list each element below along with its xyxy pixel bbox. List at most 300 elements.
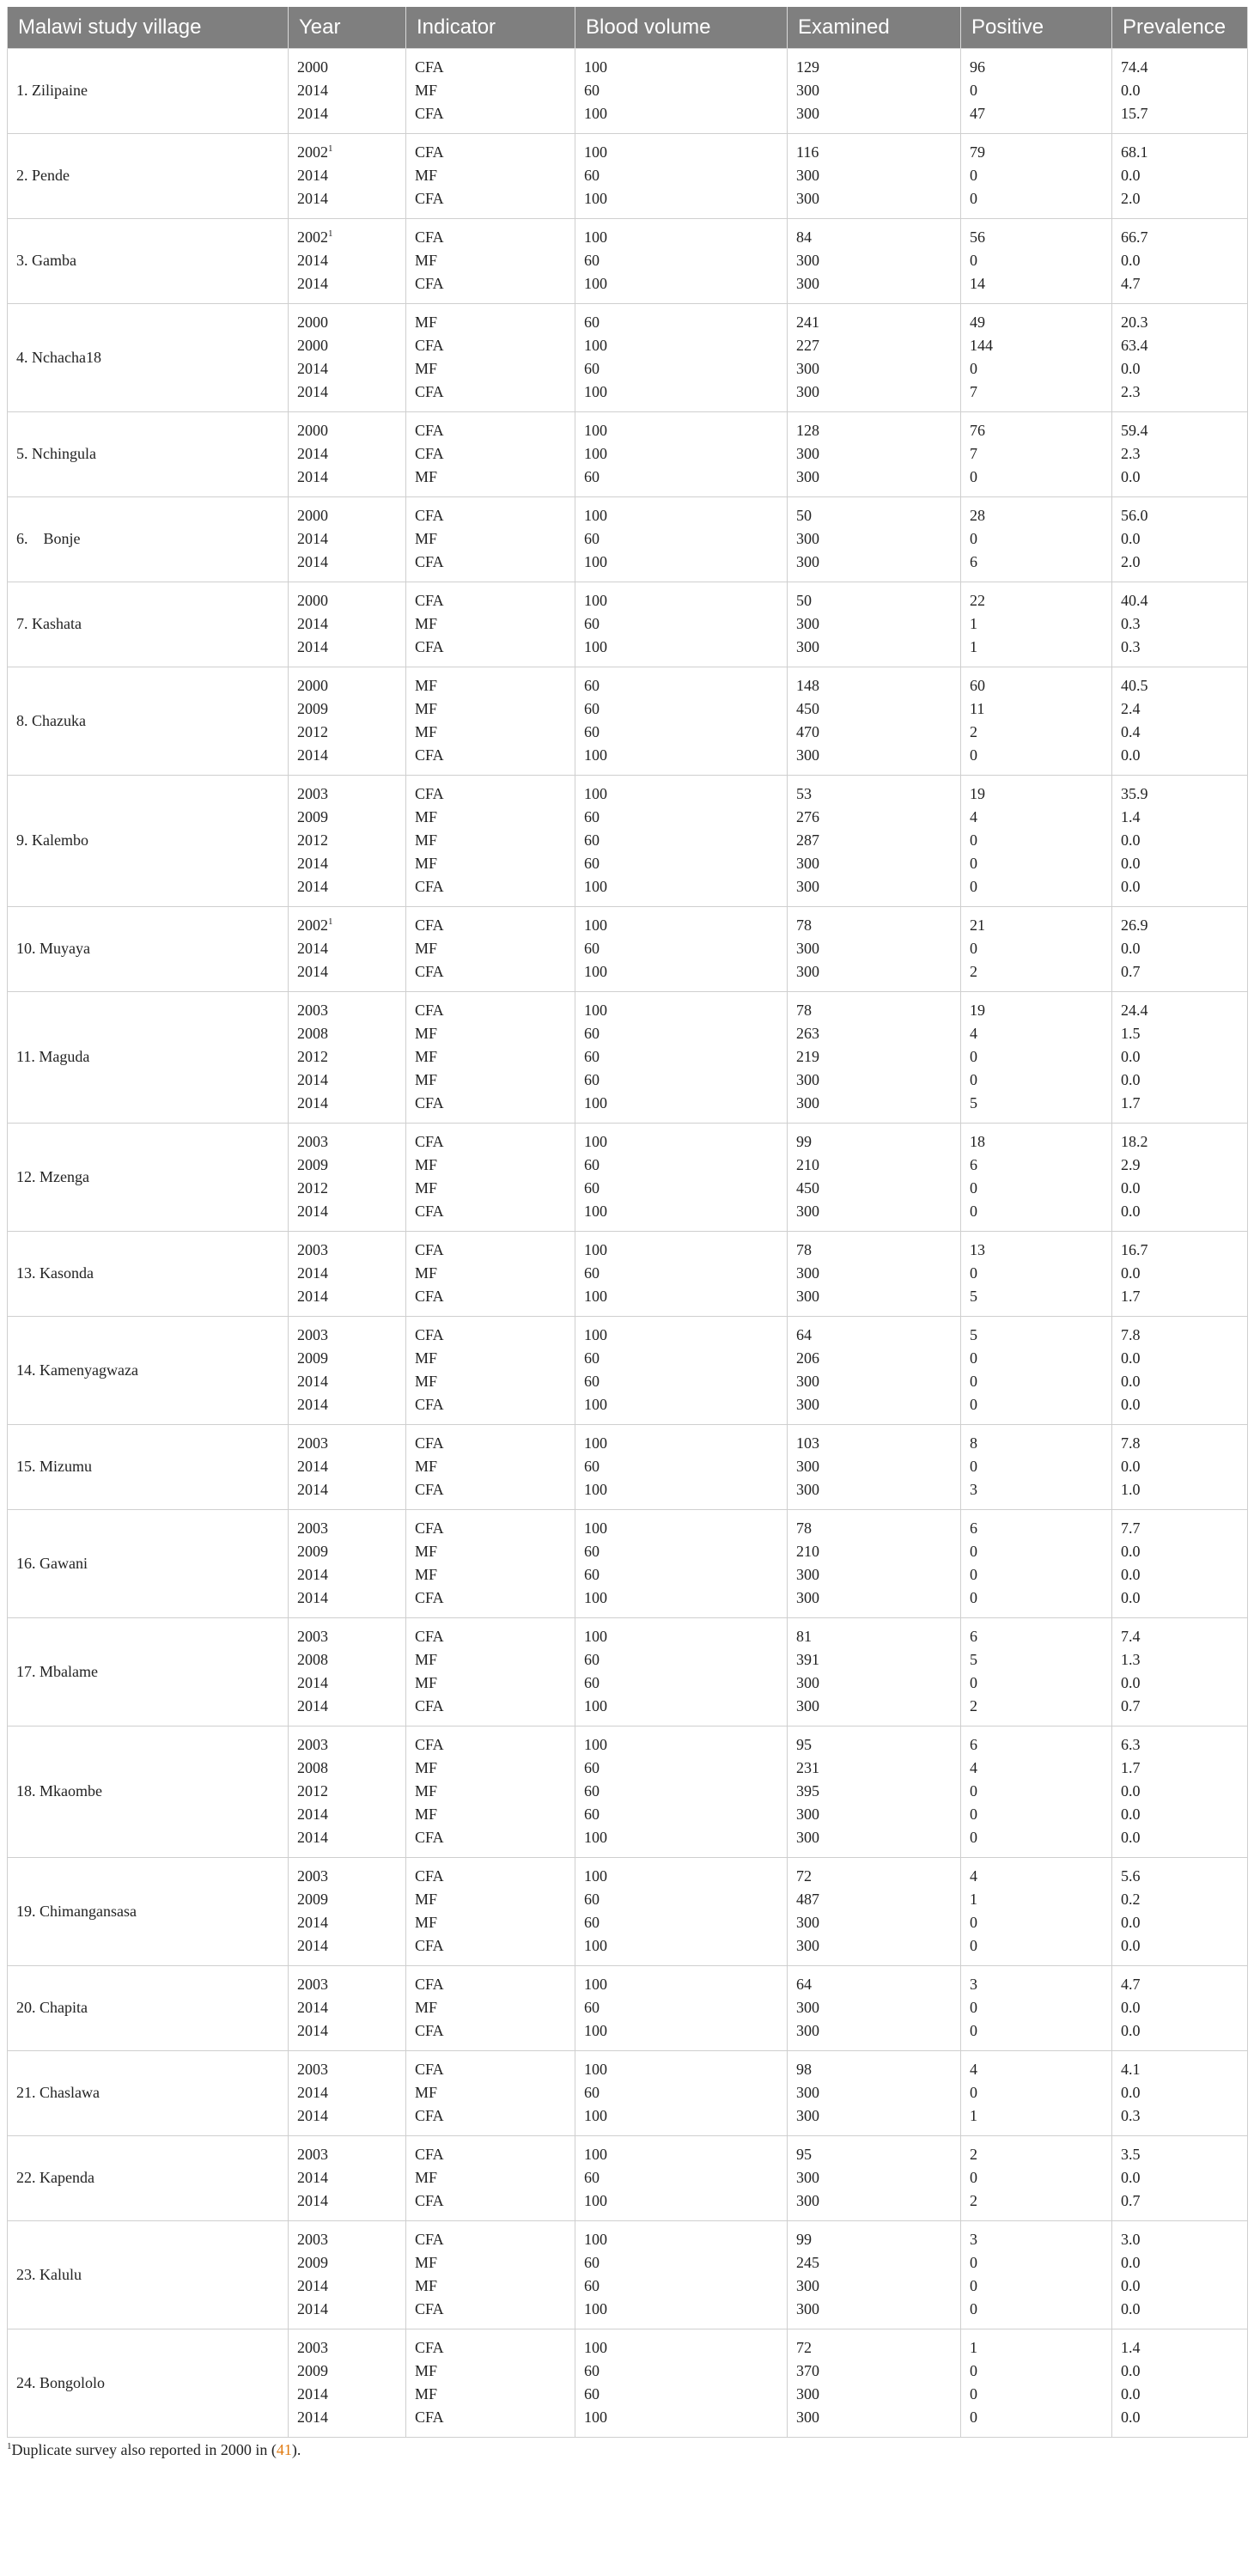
positive-value	[970, 1069, 1103, 1092]
prevalence-text: 1.0	[1121, 1481, 1141, 1498]
year-text: 2003	[297, 1867, 328, 1885]
positive-text: 5	[970, 1651, 977, 1668]
year-cell	[289, 1726, 406, 1858]
indicator-cell	[406, 1618, 575, 1726]
blood-volume-text: 60	[584, 940, 600, 957]
indicator-text: CFA	[415, 1519, 444, 1537]
year-text: 2014	[297, 1829, 328, 1846]
blood-volume-value	[584, 79, 778, 102]
examined-text: 300	[796, 1458, 819, 1475]
year-value	[297, 1239, 397, 1262]
prevalence-value	[1121, 551, 1239, 574]
prevalence-text: 0.4	[1121, 723, 1141, 740]
year-text: 2003	[297, 1736, 328, 1753]
positive-text: 76	[970, 422, 985, 439]
village-name: 19. Chimangansasa	[8, 1858, 289, 1966]
col-header-indicator: Indicator	[406, 7, 575, 49]
blood-volume-text: 60	[584, 808, 600, 825]
positive-text: 0	[970, 1999, 977, 2016]
examined-text: 300	[796, 1589, 819, 1606]
positive-value	[970, 527, 1103, 551]
blood-volume-value	[584, 551, 778, 574]
village-name: 2. Pende	[8, 134, 289, 219]
year-text: 2014	[297, 2277, 328, 2294]
blood-volume-text: 60	[584, 82, 600, 99]
examined-text: 64	[796, 1976, 812, 1993]
positive-value	[970, 2189, 1103, 2213]
positive-text: 19	[970, 1002, 985, 1019]
indicator-text: MF	[415, 677, 438, 694]
prevalence-text: 0.3	[1121, 638, 1141, 655]
year-text: 2014	[297, 2107, 328, 2124]
year-value	[297, 1285, 397, 1308]
positive-text: 1	[970, 2339, 977, 2356]
prevalence-cell	[1112, 1425, 1248, 1510]
year-cell	[289, 582, 406, 667]
positive-value	[970, 141, 1103, 164]
prevalence-value	[1121, 1177, 1239, 1200]
examined-value	[796, 311, 952, 334]
examined-value	[796, 1695, 952, 1718]
prevalence-value	[1121, 442, 1239, 466]
examined-cell	[788, 992, 961, 1124]
positive-text: 19	[970, 785, 985, 802]
indicator-text: MF	[415, 1782, 438, 1800]
indicator-text: MF	[415, 1458, 438, 1475]
year-value	[297, 334, 397, 357]
examined-value	[796, 357, 952, 381]
village-name: 23. Kalulu	[8, 2221, 289, 2329]
indicator-value	[415, 442, 566, 466]
positive-text: 14	[970, 275, 985, 292]
blood-volume-value	[584, 357, 778, 381]
prevalence-cell	[1112, 1966, 1248, 2051]
prevalence-text: 0.0	[1121, 1203, 1141, 1220]
examined-value	[796, 1888, 952, 1911]
examined-text: 300	[796, 1373, 819, 1390]
prevalence-value	[1121, 1672, 1239, 1695]
positive-value	[970, 249, 1103, 272]
positive-text: 6	[970, 1736, 977, 1753]
prevalence-text: 7.4	[1121, 1628, 1141, 1645]
prevalence-value	[1121, 2360, 1239, 2383]
positive-text: 6	[970, 1628, 977, 1645]
prevalence-value	[1121, 1625, 1239, 1648]
blood-volume-value	[584, 1324, 778, 1347]
positive-text: 0	[970, 2084, 977, 2101]
prevalence-cell	[1112, 2051, 1248, 2136]
indicator-cell	[406, 412, 575, 497]
year-text: 2014	[297, 1937, 328, 1954]
positive-value	[970, 1540, 1103, 1563]
indicator-value	[415, 2019, 566, 2043]
prevalence-cell	[1112, 992, 1248, 1124]
blood-volume-value	[584, 1911, 778, 1934]
positive-cell	[961, 776, 1112, 907]
examined-text: 128	[796, 422, 819, 439]
blood-volume-value	[584, 1888, 778, 1911]
indicator-text: MF	[415, 468, 438, 485]
examined-value	[796, 1780, 952, 1803]
blood-volume-value	[584, 1563, 778, 1586]
examined-cell	[788, 1510, 961, 1618]
positive-text: 4	[970, 808, 977, 825]
prevalence-value	[1121, 1262, 1239, 1285]
blood-volume-value	[584, 504, 778, 527]
positive-value	[970, 1780, 1103, 1803]
col-header-year: Year	[289, 7, 406, 49]
indicator-value	[415, 1586, 566, 1610]
examined-text: 300	[796, 468, 819, 485]
year-value	[297, 226, 397, 249]
examined-text: 470	[796, 723, 819, 740]
year-value	[297, 1455, 397, 1478]
positive-text: 2	[970, 723, 977, 740]
year-value	[297, 1478, 397, 1501]
year-value	[297, 2406, 397, 2429]
prevalence-text: 0.3	[1121, 615, 1141, 632]
examined-text: 95	[796, 2146, 812, 2163]
prevalence-text: 2.3	[1121, 445, 1141, 462]
indicator-value	[415, 1262, 566, 1285]
blood-volume-text: 100	[584, 507, 607, 524]
examined-value	[796, 636, 952, 659]
examined-text: 53	[796, 785, 812, 802]
year-value	[297, 852, 397, 875]
table-body	[8, 49, 1248, 2438]
examined-value	[796, 937, 952, 960]
year-text: 2014	[297, 1458, 328, 1475]
indicator-value	[415, 1888, 566, 1911]
indicator-text: CFA	[415, 878, 444, 895]
year-text: 2012	[297, 1179, 328, 1197]
examined-value	[796, 141, 952, 164]
prevalence-value	[1121, 636, 1239, 659]
examined-value	[796, 102, 952, 125]
positive-value	[970, 2228, 1103, 2251]
indicator-text: CFA	[415, 2409, 444, 2426]
indicator-cell	[406, 2221, 575, 2329]
table-row	[8, 1317, 1248, 1425]
examined-value	[796, 589, 952, 612]
indicator-text: CFA	[415, 1326, 444, 1343]
year-text: 2003	[297, 1628, 328, 1645]
blood-volume-value	[584, 272, 778, 295]
prevalence-value	[1121, 674, 1239, 697]
prevalence-value	[1121, 1069, 1239, 1092]
year-text: 2003	[297, 2339, 328, 2356]
positive-text: 0	[970, 940, 977, 957]
blood-volume-value	[584, 466, 778, 489]
year-value	[297, 960, 397, 984]
indicator-text: MF	[415, 700, 438, 717]
blood-volume-value	[584, 589, 778, 612]
examined-text: 84	[796, 228, 812, 246]
blood-volume-value	[584, 56, 778, 79]
year-text: 2003	[297, 2146, 328, 2163]
year-text: 2014	[297, 553, 328, 570]
year-value	[297, 1347, 397, 1370]
indicator-value	[415, 806, 566, 829]
positive-text: 0	[970, 2409, 977, 2426]
positive-value	[970, 311, 1103, 334]
positive-value	[970, 2406, 1103, 2429]
year-value	[297, 466, 397, 489]
prevalence-text: 0.0	[1121, 2277, 1141, 2294]
footnote-superscript: 1	[328, 143, 333, 154]
year-text: 2009	[297, 808, 328, 825]
blood-volume-cell	[575, 2221, 788, 2329]
examined-text: 300	[796, 1071, 819, 1088]
blood-volume-cell	[575, 776, 788, 907]
indicator-value	[415, 1911, 566, 1934]
indicator-text: CFA	[415, 2192, 444, 2209]
positive-value	[970, 1324, 1103, 1347]
examined-text: 300	[796, 445, 819, 462]
positive-text: 0	[970, 1071, 977, 1088]
positive-text: 4	[970, 1759, 977, 1776]
indicator-cell	[406, 1858, 575, 1966]
blood-volume-value	[584, 1865, 778, 1888]
positive-text: 2	[970, 2146, 977, 2163]
indicator-text: MF	[415, 167, 438, 184]
blood-volume-value	[584, 697, 778, 721]
year-value	[297, 589, 397, 612]
positive-value	[970, 1996, 1103, 2019]
examined-text: 95	[796, 1736, 812, 1753]
prevalence-value	[1121, 2189, 1239, 2213]
prevalence-value	[1121, 1780, 1239, 1803]
table-row	[8, 134, 1248, 219]
indicator-value	[415, 1239, 566, 1262]
examined-text: 241	[796, 314, 819, 331]
blood-volume-value	[584, 1517, 778, 1540]
indicator-text: CFA	[415, 422, 444, 439]
prevalence-value	[1121, 783, 1239, 806]
year-value	[297, 1757, 397, 1780]
positive-text: 3	[970, 2231, 977, 2248]
indicator-text: MF	[415, 2277, 438, 2294]
year-value	[297, 1648, 397, 1672]
year-cell	[289, 497, 406, 582]
indicator-value	[415, 102, 566, 125]
blood-volume-text: 100	[584, 1288, 607, 1305]
year-value	[297, 1370, 397, 1393]
blood-volume-value	[584, 937, 778, 960]
positive-value	[970, 1370, 1103, 1393]
positive-value	[970, 1648, 1103, 1672]
examined-value	[796, 1200, 952, 1223]
indicator-value	[415, 937, 566, 960]
examined-cell	[788, 1726, 961, 1858]
prevalence-value	[1121, 357, 1239, 381]
year-cell	[289, 992, 406, 1124]
blood-volume-value	[584, 1780, 778, 1803]
indicator-text: MF	[415, 2169, 438, 2186]
year-text: 2014	[297, 963, 328, 980]
prevalence-cell	[1112, 776, 1248, 907]
positive-cell	[961, 2051, 1112, 2136]
table-row	[8, 2051, 1248, 2136]
year-text: 2014	[297, 1999, 328, 2016]
prevalence-value	[1121, 1285, 1239, 1308]
positive-value	[970, 875, 1103, 898]
blood-volume-text: 60	[584, 314, 600, 331]
indicator-text: CFA	[415, 1094, 444, 1111]
prevalence-value	[1121, 1934, 1239, 1958]
positive-cell	[961, 304, 1112, 412]
blood-volume-value	[584, 721, 778, 744]
examined-text: 300	[796, 878, 819, 895]
year-cell	[289, 412, 406, 497]
prevalence-value	[1121, 1154, 1239, 1177]
year-value	[297, 1865, 397, 1888]
prevalence-cell	[1112, 1726, 1248, 1858]
year-text: 2014	[297, 2409, 328, 2426]
indicator-value	[415, 1540, 566, 1563]
examined-text: 300	[796, 383, 819, 400]
blood-volume-text: 100	[584, 275, 607, 292]
prevalence-text: 0.0	[1121, 2409, 1141, 2426]
prevalence-value	[1121, 721, 1239, 744]
positive-cell	[961, 1966, 1112, 2051]
village-name: 1. Zilipaine	[8, 49, 289, 134]
positive-cell	[961, 412, 1112, 497]
positive-value	[970, 1154, 1103, 1177]
prevalence-value	[1121, 914, 1239, 937]
indicator-value	[415, 1370, 566, 1393]
year-text: 2014	[297, 1071, 328, 1088]
blood-volume-value	[584, 914, 778, 937]
examined-cell	[788, 667, 961, 776]
examined-text: 391	[796, 1651, 819, 1668]
blood-volume-text: 60	[584, 1025, 600, 1042]
prevalence-value	[1121, 1022, 1239, 1045]
prevalence-value	[1121, 960, 1239, 984]
prevalence-value	[1121, 381, 1239, 404]
year-text: 2014	[297, 383, 328, 400]
year-value	[297, 937, 397, 960]
year-text: 2009	[297, 1349, 328, 1367]
indicator-text: CFA	[415, 1203, 444, 1220]
examined-text: 50	[796, 507, 812, 524]
indicator-value	[415, 1455, 566, 1478]
examined-text: 300	[796, 1481, 819, 1498]
village-name: 4. Nchacha18	[8, 304, 289, 412]
indicator-text: CFA	[415, 2300, 444, 2317]
year-value	[297, 1517, 397, 1540]
blood-volume-text: 60	[584, 1566, 600, 1583]
prevalence-value	[1121, 937, 1239, 960]
indicator-value	[415, 1130, 566, 1154]
prevalence-value	[1121, 875, 1239, 898]
indicator-text: CFA	[415, 383, 444, 400]
indicator-value	[415, 249, 566, 272]
prevalence-value	[1121, 612, 1239, 636]
year-value	[297, 2360, 397, 2383]
village-name: 6. Bonje	[8, 497, 289, 582]
village-name: 18. Mkaombe	[8, 1726, 289, 1858]
blood-volume-text: 100	[584, 917, 607, 934]
positive-text: 0	[970, 1203, 977, 1220]
positive-value	[970, 2336, 1103, 2360]
examined-value	[796, 1648, 952, 1672]
examined-text: 300	[796, 638, 819, 655]
year-text: 2014	[297, 167, 328, 184]
indicator-value	[415, 636, 566, 659]
blood-volume-text: 100	[584, 1434, 607, 1452]
year-value	[297, 636, 397, 659]
examined-text: 148	[796, 677, 819, 694]
prevalence-text: 1.5	[1121, 1025, 1141, 1042]
examined-text: 287	[796, 831, 819, 849]
blood-volume-cell	[575, 2051, 788, 2136]
prevalence-text: 40.4	[1121, 592, 1148, 609]
positive-text: 0	[970, 1674, 977, 1691]
examined-value	[796, 249, 952, 272]
positive-value	[970, 1973, 1103, 1996]
examined-value	[796, 466, 952, 489]
examined-value	[796, 1625, 952, 1648]
examined-value	[796, 2166, 952, 2189]
positive-value	[970, 806, 1103, 829]
positive-value	[970, 914, 1103, 937]
year-text: 2014	[297, 1288, 328, 1305]
examined-text: 300	[796, 1806, 819, 1823]
indicator-value	[415, 2275, 566, 2298]
blood-volume-text: 100	[584, 2339, 607, 2356]
indicator-text: MF	[415, 2254, 438, 2271]
prevalence-value	[1121, 1973, 1239, 1996]
indicator-value	[415, 2406, 566, 2429]
prevalence-cell	[1112, 1317, 1248, 1425]
prevalence-text: 59.4	[1121, 422, 1148, 439]
positive-value	[970, 1757, 1103, 1780]
examined-text: 300	[796, 2192, 819, 2209]
indicator-value	[415, 357, 566, 381]
examined-text: 300	[796, 82, 819, 99]
examined-text: 300	[796, 2107, 819, 2124]
prevalence-value	[1121, 2143, 1239, 2166]
examined-value	[796, 164, 952, 187]
examined-value	[796, 1324, 952, 1347]
examined-text: 300	[796, 1396, 819, 1413]
examined-cell	[788, 1425, 961, 1510]
year-value	[297, 187, 397, 210]
prevalence-text: 0.0	[1121, 360, 1141, 377]
blood-volume-text: 100	[584, 105, 607, 122]
footnote-reference-link[interactable]: 41	[276, 2441, 292, 2458]
positive-text: 0	[970, 2385, 977, 2402]
indicator-text: CFA	[415, 917, 444, 934]
footnote	[7, 2441, 1247, 2459]
examined-value	[796, 1393, 952, 1416]
prevalence-value	[1121, 1996, 1239, 2019]
positive-value	[970, 1432, 1103, 1455]
examined-cell	[788, 49, 961, 134]
prevalence-text: 7.7	[1121, 1519, 1141, 1537]
year-text: 2014	[297, 1566, 328, 1583]
prevalence-value	[1121, 1045, 1239, 1069]
positive-value	[970, 783, 1103, 806]
year-text: 2014	[297, 468, 328, 485]
examined-text: 395	[796, 1782, 819, 1800]
year-value	[297, 1045, 397, 1069]
prevalence-value	[1121, 744, 1239, 767]
prevalence-text: 66.7	[1121, 228, 1148, 246]
blood-volume-value	[584, 612, 778, 636]
examined-text: 300	[796, 167, 819, 184]
